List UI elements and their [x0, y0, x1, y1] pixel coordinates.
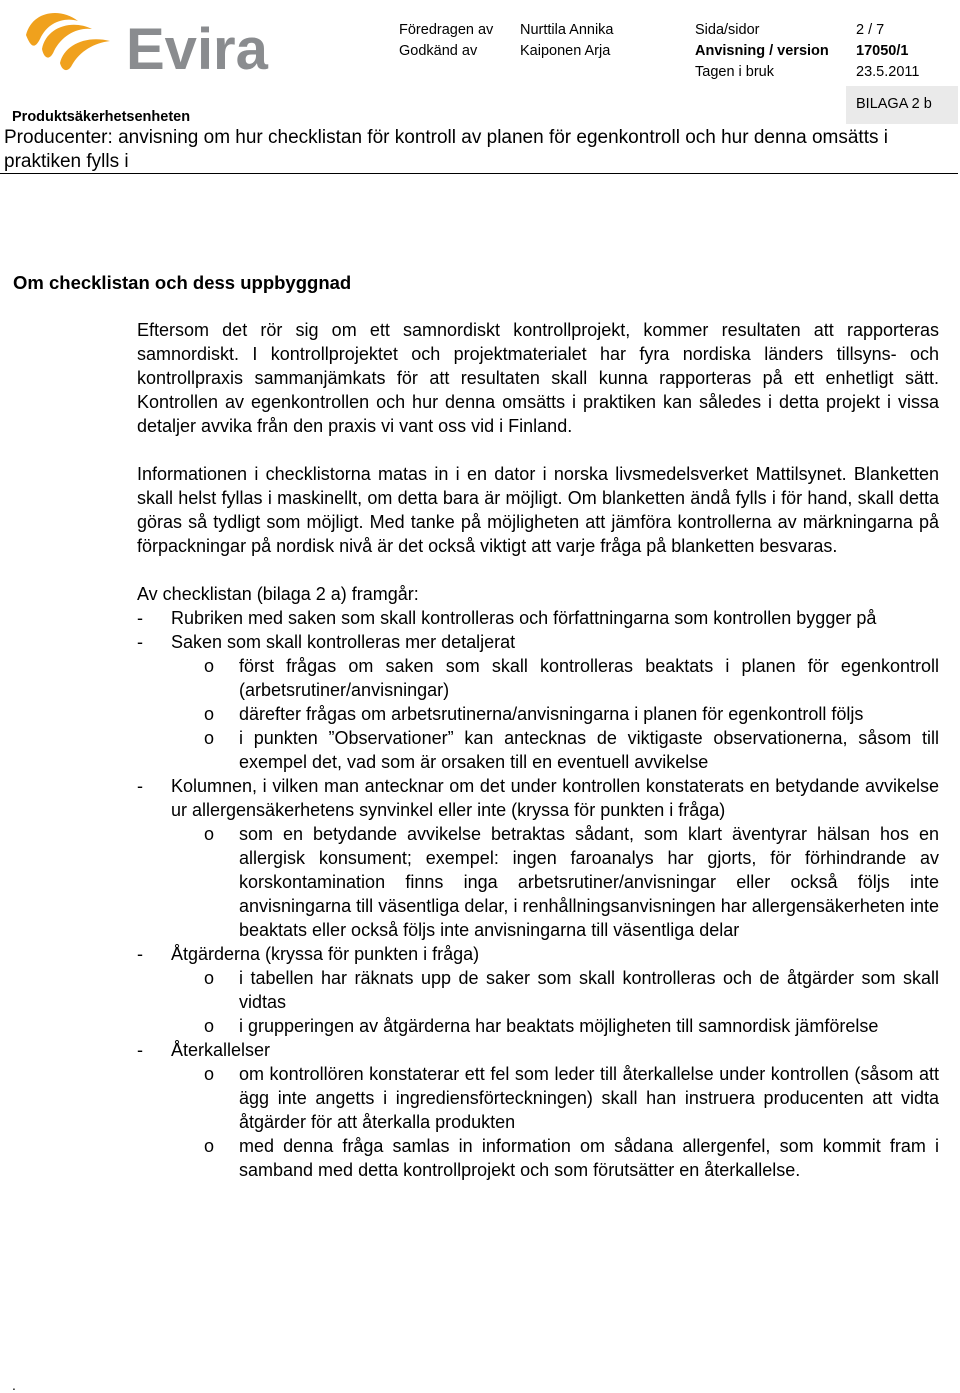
list-item-text: Kolumnen, i vilken man antecknar om det under kontrollen konstaterats en betydande avvikelse ur allergensäkerhetens synvinkel eller inte (kryssa för punkten i fråga) — [171, 776, 939, 820]
sub-list-item-text: som en betydande avvikelse betraktas sådant, som klart äventyrar hälsan hos en allergisk konsument; exempel: ingen faroanalys har gjorts, för förhindrande av korskontamination finns inga arbetsrutiner/anvisningar eller också följs inte anvisningarna till väsentliga delar, i renhållningsanvisningen har allergensäkerheten inte beaktats eller också följs inte anvisningarna till väsentliga delar — [239, 824, 939, 940]
approved-by-label: Godkänd av — [399, 43, 478, 59]
sub-list-item-text: därefter frågas om arbetsrutinerna/anvisningarna i planen för egenkontroll följs — [239, 704, 864, 724]
dash-marker: - — [137, 776, 143, 796]
prepared-by-value: Nurttila Annika — [520, 22, 614, 38]
effective-date-label: Tagen i bruk — [695, 64, 774, 80]
logo-wordmark: Evira — [126, 17, 268, 77]
list-item-text: Saken som skall kontrolleras mer detaljerat — [171, 632, 516, 652]
dash-list-item — [137, 942, 939, 966]
dash-marker: - — [137, 608, 143, 628]
dash-list-item — [137, 1038, 939, 1062]
wing-icon — [26, 13, 110, 70]
dash-list-item — [137, 774, 939, 822]
approved-by-value: Kaiponen Arja — [520, 43, 611, 59]
sub-list-item-text: i punkten ”Observationer” kan antecknas de viktigaste observationerna, såsom till exempel det, vad som är orsaken till en eventuell avvikelse — [239, 728, 939, 772]
page-value: 2 / 7 — [856, 22, 885, 38]
sub-list-item — [137, 654, 939, 702]
o-marker: o — [204, 1136, 215, 1156]
sub-list-item — [137, 1134, 939, 1182]
list-item — [137, 606, 939, 630]
sub-list-item — [137, 1062, 939, 1134]
list-item-text: Rubriken med saken som skall kontrolleras och författningarna som kontrollen bygger på — [171, 608, 877, 628]
prepared-by-label: Föredragen av — [399, 22, 494, 38]
dash-marker: - — [137, 632, 143, 652]
checklist-items — [137, 606, 939, 1182]
dash-list-item — [137, 630, 939, 654]
sub-list-item-text: i grupperingen av åtgärderna har beaktats möjligheten till samnordisk jämförelse — [239, 1016, 879, 1036]
sub-list-item — [137, 702, 939, 726]
sub-list-item-text: i tabellen har räknats upp de saker som skall kontrolleras och de åtgärder som skall vidtas — [239, 968, 939, 1012]
version-label: Anvisning / version — [695, 43, 829, 59]
section-content — [137, 318, 939, 1182]
o-marker: o — [204, 1064, 215, 1084]
dash-list-item — [137, 606, 939, 630]
list-item — [137, 942, 939, 1038]
list-item-text: Återkallelser — [171, 1040, 271, 1060]
sub-list-item — [137, 726, 939, 774]
o-marker: o — [204, 1016, 215, 1036]
list-item — [137, 1038, 939, 1182]
evira-logo — [22, 5, 272, 77]
sub-list-item-text: om kontrollören konstaterar ett fel som leder till återkallelse under kontrollen (såsom att ägg inte angetts i ingrediensförteckningen) skall han instruera producenten att vidta åtgärder för att återkalla produkten — [239, 1064, 939, 1132]
document-title: Producenter: anvisning om hur checklistan för kontroll av planen för egenkontroll och hur denna omsätts i praktiken fylls i — [4, 127, 888, 172]
o-marker: o — [204, 968, 215, 988]
version-value: 17050/1 — [856, 43, 909, 59]
attachment-badge: BILAGA 2 b — [846, 86, 958, 124]
list-item-text: Åtgärderna (kryssa för punkten i fråga) — [171, 944, 480, 964]
paragraph: Informationen i checklistorna matas in i en dator i norska livsmedelsverket Mattilsynet. Blanketten skall helst fyllas i maskinellt, om detta bara är möjligt. Om blanketten ändå fylls i för hand, skall detta göras så tydligt som möjligt. Med tanke på möjligheten att jämföra kontrollerna av märkningarna på förpackningar på nordisk nivå är det också viktigt att varje fråga på blanketten besvaras. — [137, 464, 939, 556]
o-marker: o — [204, 656, 215, 676]
o-marker: o — [204, 728, 215, 748]
page-label: Sida/sidor — [695, 22, 760, 38]
sub-list-item — [137, 966, 939, 1014]
list-item — [137, 774, 939, 942]
o-marker: o — [204, 704, 215, 724]
list-intro: Av checklistan (bilaga 2 a) framgår: — [137, 584, 419, 604]
o-marker: o — [204, 824, 215, 844]
section-heading: Om checklistan och dess uppbyggnad — [13, 272, 352, 293]
sub-list-item — [137, 1014, 939, 1038]
paragraph: Eftersom det rör sig om ett samnordiskt kontrollprojekt, kommer resultaten att rapporteras samnordiskt. I kontrollprojektet och projektmaterialet har fyra nordiska länders tillsyns- och kontrollpraxis sammanjämkats för att resultaten skall kunna rapporteras på ett enhetligt sätt. Kontrollen av egenkontrollen och hur denna omsätts i praktiken kan således i detta projekt i vissa detaljer avvika från den praxis vi vant oss vid i Finland. — [137, 320, 939, 436]
sub-list-item — [137, 822, 939, 942]
unit-name: Produktsäkerhetsenheten — [12, 109, 191, 125]
stray-mark: . — [12, 1377, 16, 1393]
effective-date-value: 23.5.2011 — [856, 64, 920, 80]
sub-list-item-text: med denna fråga samlas in information om sådana allergenfel, som kommit fram i samband med detta kontrollprojekt och som förutsätter en återkallelse. — [239, 1136, 939, 1180]
list-item — [137, 630, 939, 774]
dash-marker: - — [137, 1040, 143, 1060]
dash-marker: - — [137, 944, 143, 964]
sub-list-item-text: först frågas om saken som skall kontrolleras beaktats i planen för egenkontroll (arbetsrutiner/anvisningar) — [239, 656, 939, 700]
header-divider — [0, 173, 958, 174]
